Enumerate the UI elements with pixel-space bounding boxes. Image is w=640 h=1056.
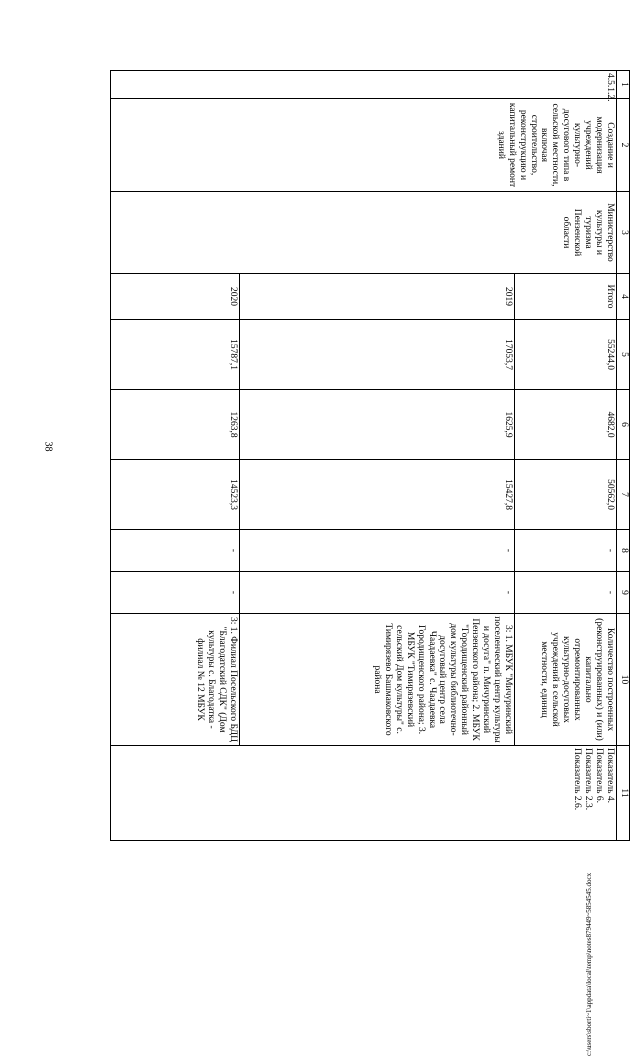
page-number: 38 — [42, 441, 54, 452]
value-cell: - — [111, 572, 240, 614]
header-cell: 6 — [617, 390, 630, 460]
activity-name: Создание и модернизация учреждений культурно-досугового типа в сельской местности, включая строительство, реконструкцию и капитальный ремонт зданий — [111, 99, 617, 192]
header-cell: 4 — [617, 274, 630, 320]
value-cell: - — [515, 530, 617, 572]
year-cell: 2020 — [111, 274, 240, 320]
value-cell: - — [111, 530, 240, 572]
indicator-cell: Показатель 4. Показатель 6. Показатель 2.3. Показатель 2.6. — [111, 746, 617, 841]
value-cell: 1263,8 — [111, 390, 240, 460]
rotated-table-container — [110, 70, 630, 840]
value-cell: 15787,1 — [111, 320, 240, 390]
header-cell: 7 — [617, 460, 630, 530]
header-cell: 1 — [617, 71, 630, 99]
program-table — [110, 70, 630, 841]
value-cell: 14523,3 — [111, 460, 240, 530]
header-cell: 2 — [617, 99, 630, 192]
result-cell: Количество построенных (реконструированных) и (или) капитально отремонтированных культурно-досуговых учреждений в сельской местности, единиц — [515, 614, 617, 746]
header-cell: 5 — [617, 320, 630, 390]
header-cell: 9 — [617, 572, 630, 614]
header-cell: 8 — [617, 530, 630, 572]
value-cell: - — [240, 530, 515, 572]
value-cell: 55244,0 — [515, 320, 617, 390]
responsible-executor: Министерство культуры и туризма Пензенской области — [111, 192, 617, 274]
value-cell: 17053,7 — [240, 320, 515, 390]
result-cell: 3: 1. МБУК "Мичуринский поселенческий центр культуры и досуга" п. Мичуринский Пензенского района; 2. МБУК "Городищенский районный дом культуры библиотечно-досуговый центр села Чаадаевка" с. Чаадаевка Городищенского района; 3. МБУК "Тимирязевский сельский Дом культуры" с. Тимирязево Башмаковского района — [240, 614, 515, 746]
value-cell: - — [240, 572, 515, 614]
value-cell: 1625,9 — [240, 390, 515, 460]
year-cell: Итого — [515, 274, 617, 320]
year-cell: 2019 — [240, 274, 515, 320]
header-cell: 10 — [617, 614, 630, 746]
table-row-total — [515, 71, 617, 841]
header-cell: 11 — [617, 746, 630, 841]
value-cell: 15427,8 — [240, 460, 515, 530]
header-row — [617, 71, 630, 841]
item-number: 4.5.1.2. — [111, 71, 617, 99]
value-cell: 50562,0 — [515, 460, 617, 530]
value-cell: 4682,0 — [515, 390, 617, 460]
result-cell: 3: 1. Филиал Посельского БДЦ "Благодатский СДК" (Дом культуры с. Благодатка - филиал № 12 МБУК — [111, 614, 240, 746]
header-cell: 3 — [617, 192, 630, 274]
file-path-footer: c:\users\sborti~1\appdata\local\temp\notes879449~5854545.docx — [585, 872, 593, 1056]
value-cell: - — [515, 572, 617, 614]
